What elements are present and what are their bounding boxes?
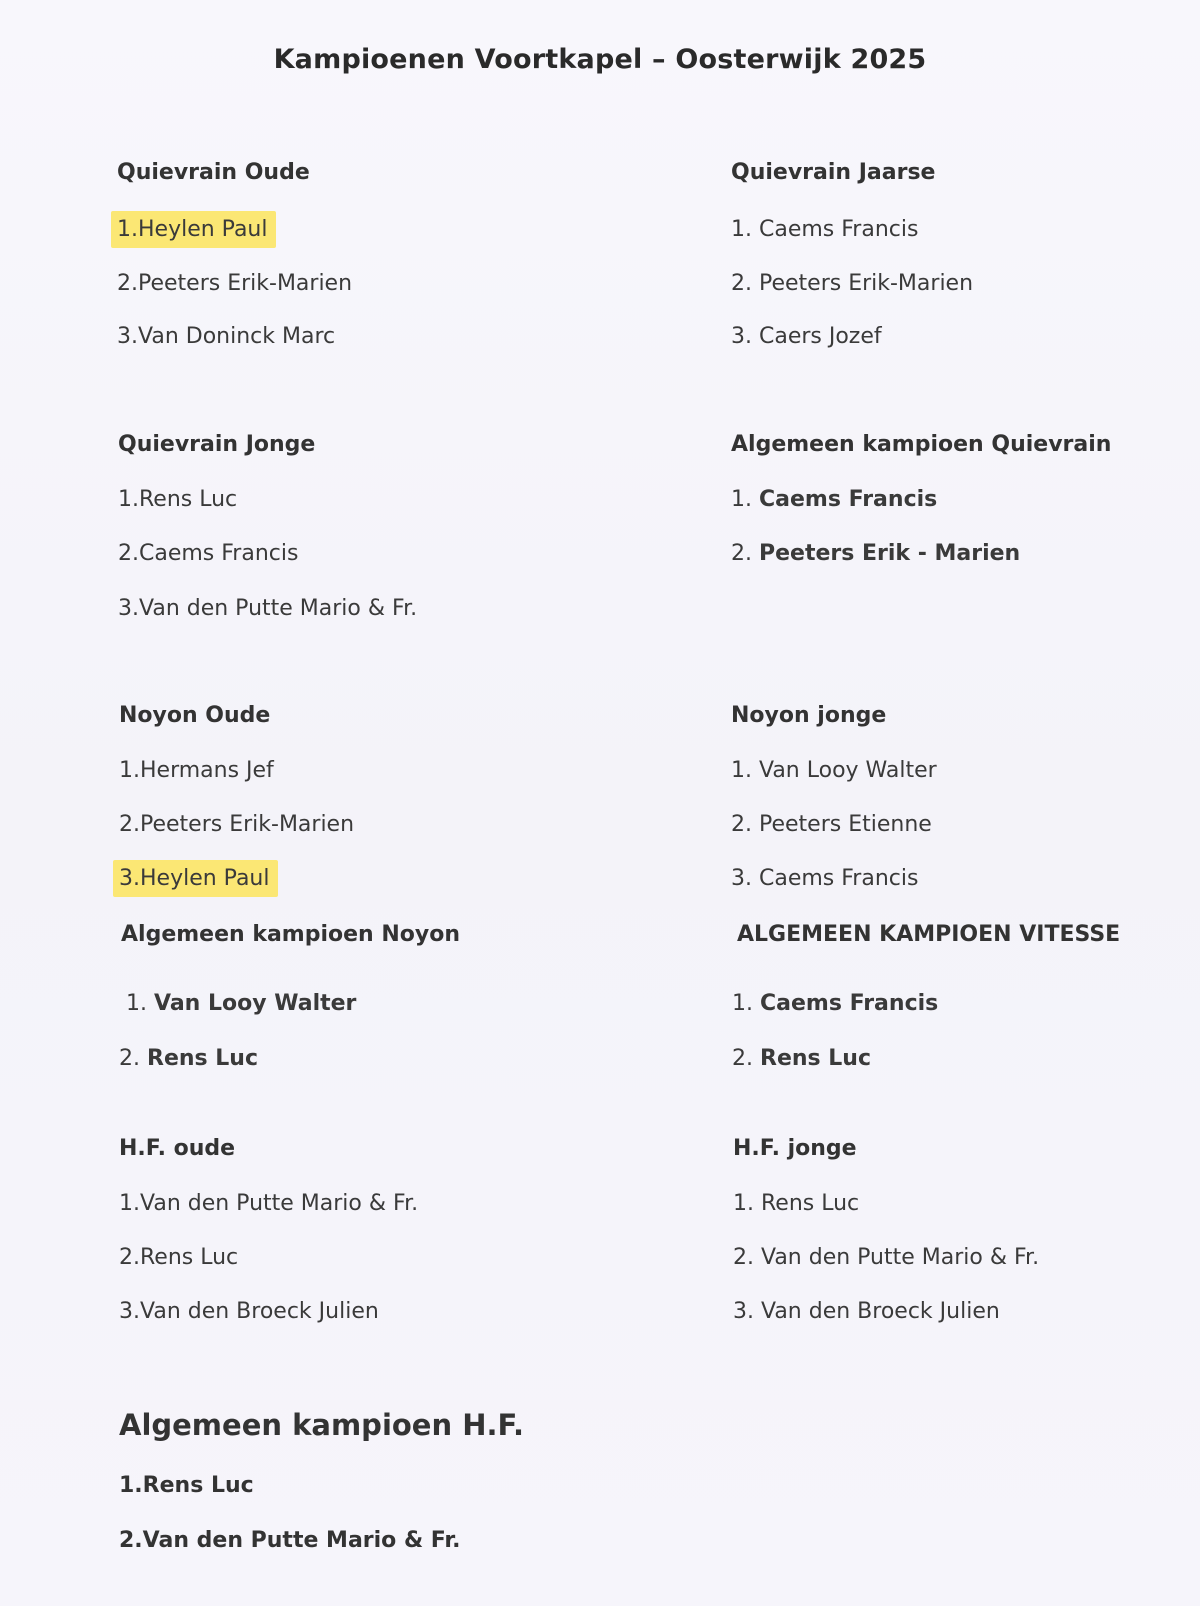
list-item: 3. Caems Francis — [731, 866, 919, 891]
list-item: 2.Van den Putte Mario & Fr. — [119, 1528, 461, 1553]
entry-number: 1. — [731, 487, 752, 512]
list-item — [731, 541, 1020, 566]
section-title-hf-jonge: H.F. jonge — [733, 1136, 857, 1161]
section-title-algemeen-vitesse: ALGEMEEN KAMPIOEN VITESSE — [737, 922, 1121, 947]
section-title-quievrain-jonge: Quievrain Jonge — [118, 432, 316, 457]
entry-number: 2. — [731, 541, 752, 566]
entry-name: Caems Francis — [760, 991, 939, 1016]
list-item — [117, 217, 276, 242]
list-item: 1. Rens Luc — [733, 1191, 860, 1216]
highlighted-entry: 3.Heylen Paul — [113, 860, 278, 897]
section-title-quievrain-oude: Quievrain Oude — [117, 160, 310, 185]
list-item: 2. Peeters Erik-Marien — [731, 271, 974, 296]
list-item: 2.Peeters Erik-Marien — [119, 812, 355, 837]
entry-name: Van Looy Walter — [154, 991, 357, 1016]
list-item: 2. Van den Putte Mario & Fr. — [733, 1245, 1040, 1270]
section-title-noyon-jonge: Noyon jonge — [731, 703, 887, 728]
list-item — [731, 487, 937, 512]
list-item: 3.Van den Broeck Julien — [119, 1299, 379, 1324]
list-item: 3. Van den Broeck Julien — [733, 1299, 1000, 1324]
highlighted-entry: 1.Heylen Paul — [111, 211, 276, 248]
list-item: 1.Rens Luc — [118, 487, 238, 512]
list-item — [119, 1046, 258, 1071]
section-title-algemeen-hf: Algemeen kampioen H.F. — [119, 1408, 525, 1442]
list-item — [732, 1046, 871, 1071]
list-item — [119, 866, 278, 891]
list-item: 2.Rens Luc — [119, 1245, 239, 1270]
entry-number: 1. — [126, 991, 147, 1016]
section-title-quievrain-jaarse: Quievrain Jaarse — [731, 160, 936, 185]
list-item: 2.Caems Francis — [118, 541, 299, 566]
list-item: 2. Peeters Etienne — [731, 812, 932, 837]
list-item: 1. Caems Francis — [731, 217, 919, 242]
list-item — [126, 991, 356, 1016]
section-title-hf-oude: H.F. oude — [119, 1136, 236, 1161]
list-item: 1.Rens Luc — [119, 1473, 254, 1498]
list-item: 2.Peeters Erik-Marien — [117, 271, 353, 296]
list-item — [732, 991, 938, 1016]
entry-number: 2. — [119, 1046, 140, 1071]
list-item: 1.Van den Putte Mario & Fr. — [119, 1191, 419, 1216]
list-item: 3.Van Doninck Marc — [117, 324, 336, 349]
section-title-algemeen-noyon: Algemeen kampioen Noyon — [121, 922, 461, 947]
section-title-algemeen-quievrain: Algemeen kampioen Quievrain — [731, 432, 1112, 457]
list-item: 3.Van den Putte Mario & Fr. — [118, 596, 418, 621]
entry-number: 2. — [732, 1046, 753, 1071]
entry-name: Rens Luc — [760, 1046, 871, 1071]
entry-name: Caems Francis — [759, 487, 938, 512]
entry-name: Peeters Erik - Marien — [759, 541, 1021, 566]
page-title: Kampioenen Voortkapel – Oosterwijk 2025 — [273, 44, 927, 75]
list-item: 3. Caers Jozef — [731, 324, 882, 349]
list-item: 1. Van Looy Walter — [731, 758, 937, 783]
list-item: 1.Hermans Jef — [119, 758, 274, 783]
entry-name: Rens Luc — [147, 1046, 258, 1071]
section-title-noyon-oude: Noyon Oude — [119, 703, 271, 728]
entry-number: 1. — [732, 991, 753, 1016]
